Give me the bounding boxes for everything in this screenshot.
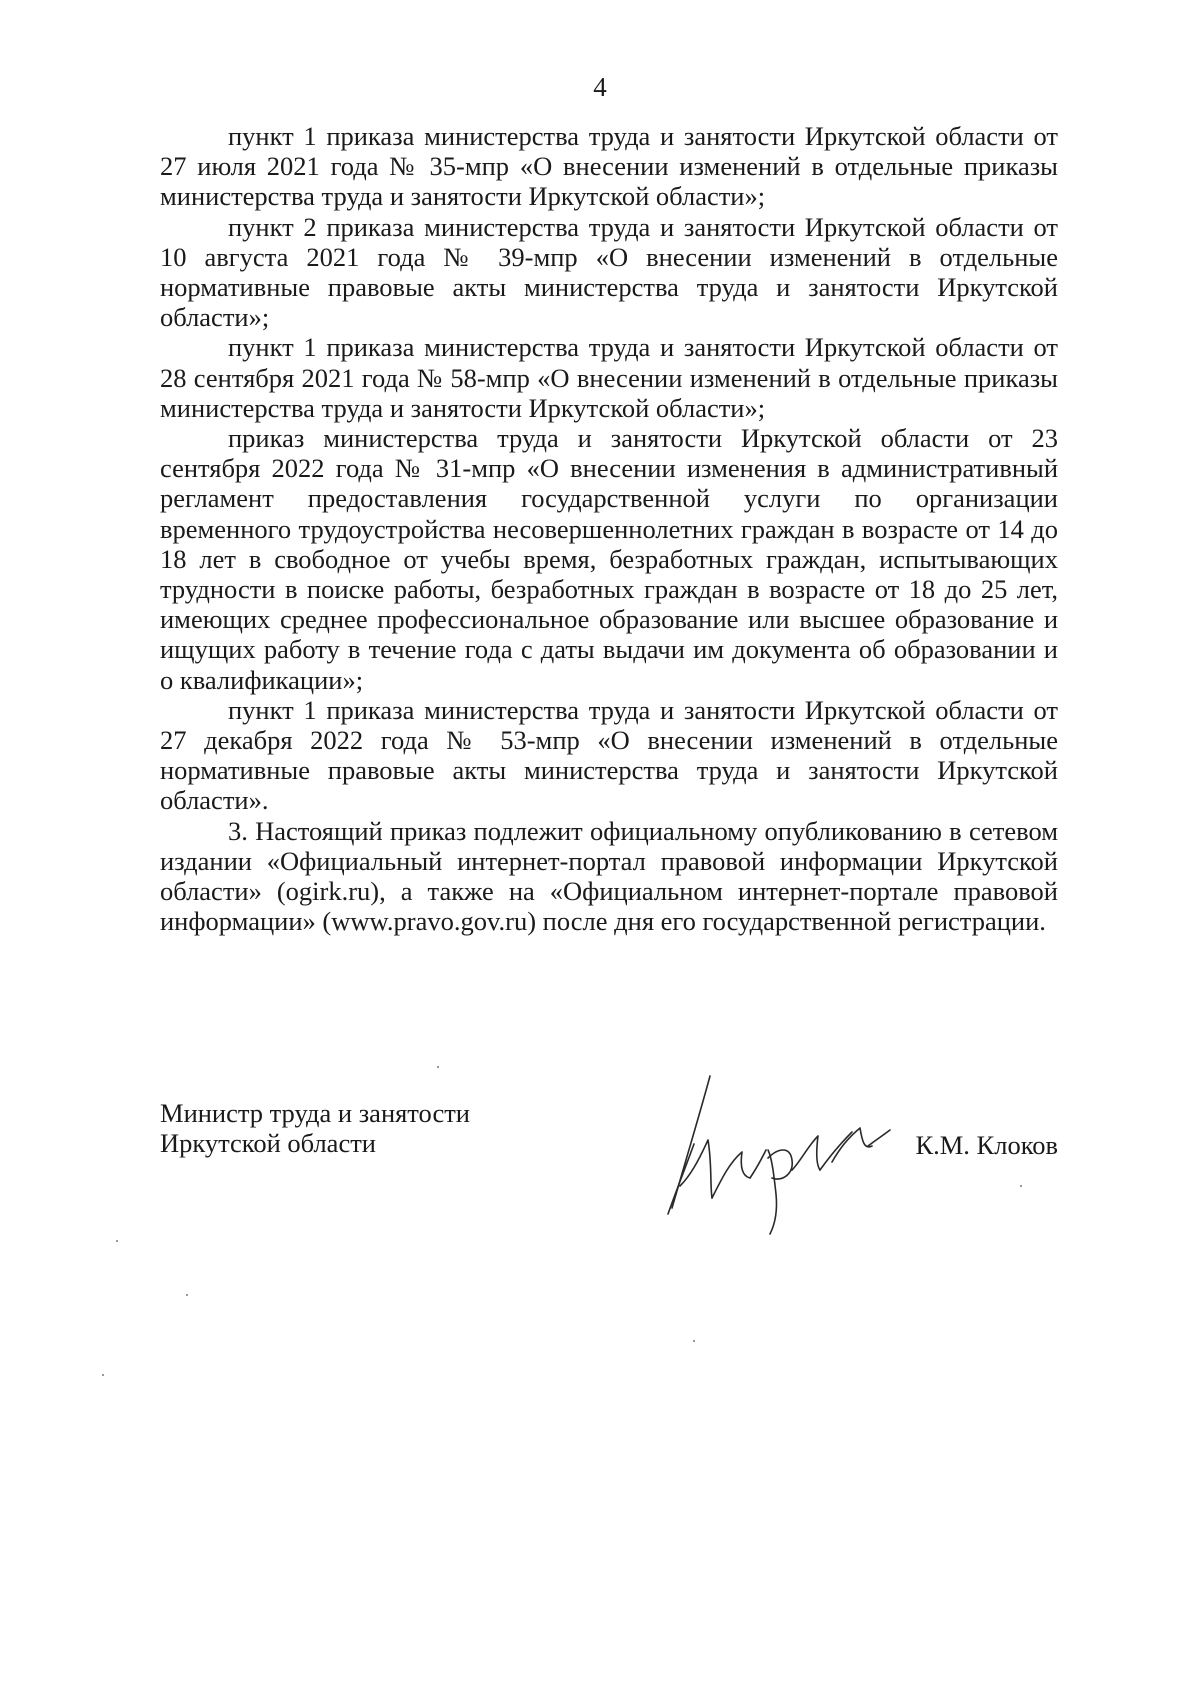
scan-speck xyxy=(186,1294,188,1296)
scan-speck xyxy=(102,1374,104,1376)
signer-title xyxy=(160,1098,470,1158)
paragraph-publication-clause: 3. Настоящий приказ подлежит официальному опубликованию в сетевом издании «Официальный интернет-портал правовой информации Иркутской области» (ogirk.ru), а также на «Официальном интернет-портале правовой информации» (www.pravo.gov.ru) после дня его государственной регистрации. xyxy=(160,815,1058,937)
page-number: 4 xyxy=(593,72,607,102)
paragraph-repealed-item-4: приказ министерства труда и занятости Иркутской области от 23 сентября 2022 года № 31-мпр «О внесении изменения в административный регламент предоставления государственной услуги по организации временного трудоустройства несовершеннолетних граждан в возрасте от 14 до 18 лет в свободное от учебы время, безработных граждан, испытывающих трудности в поиске работы, безработных граждан в возрасте от 18 до 25 лет, имеющих среднее профессиональное образование или высшее образование и ищущих работу в течение года с даты выдачи им документа об образовании и о квалификации»; xyxy=(160,423,1058,695)
document-body xyxy=(160,121,1058,936)
scan-speck xyxy=(116,1240,118,1242)
signer-title-line-2: Иркутской области xyxy=(160,1128,376,1159)
scan-speck xyxy=(1020,1185,1022,1187)
signer-name: К.М. Клоков xyxy=(915,1130,1058,1160)
paragraph-repealed-item-2: пункт 2 приказа министерства труда и занятости Иркутской области от 10 августа 2021 года № 39-мпр «О внесении изменений в отдельные нормативные правовые акты министерства труда и занятости Иркутской области»; xyxy=(160,211,1058,333)
paragraph-repealed-item-3: пункт 1 приказа министерства труда и занятости Иркутской области от 28 сентября 2021 года № 58-мпр «О внесении изменений в отдельные приказы министерства труда и занятости Иркутской области»; xyxy=(160,332,1058,423)
paragraph-repealed-item-5: пункт 1 приказа министерства труда и занятости Иркутской области от 27 декабря 2022 года № 53-мпр «О внесении изменений в отдельные нормативные правовые акты министерства труда и занятости Иркутской области». xyxy=(160,694,1058,816)
scan-speck xyxy=(693,1340,695,1342)
signer-title-line-1: Министр труда и занятости xyxy=(160,1098,470,1128)
paragraph-repealed-item-1: пункт 1 приказа министерства труда и занятости Иркутской области от 27 июля 2021 года № 35-мпр «О внесении изменений в отдельные приказы министерства труда и занятости Иркутской области»; xyxy=(160,121,1058,212)
handwritten-signature-icon xyxy=(650,1066,900,1236)
signature-block xyxy=(160,1098,1058,1258)
scan-speck xyxy=(437,1066,439,1068)
